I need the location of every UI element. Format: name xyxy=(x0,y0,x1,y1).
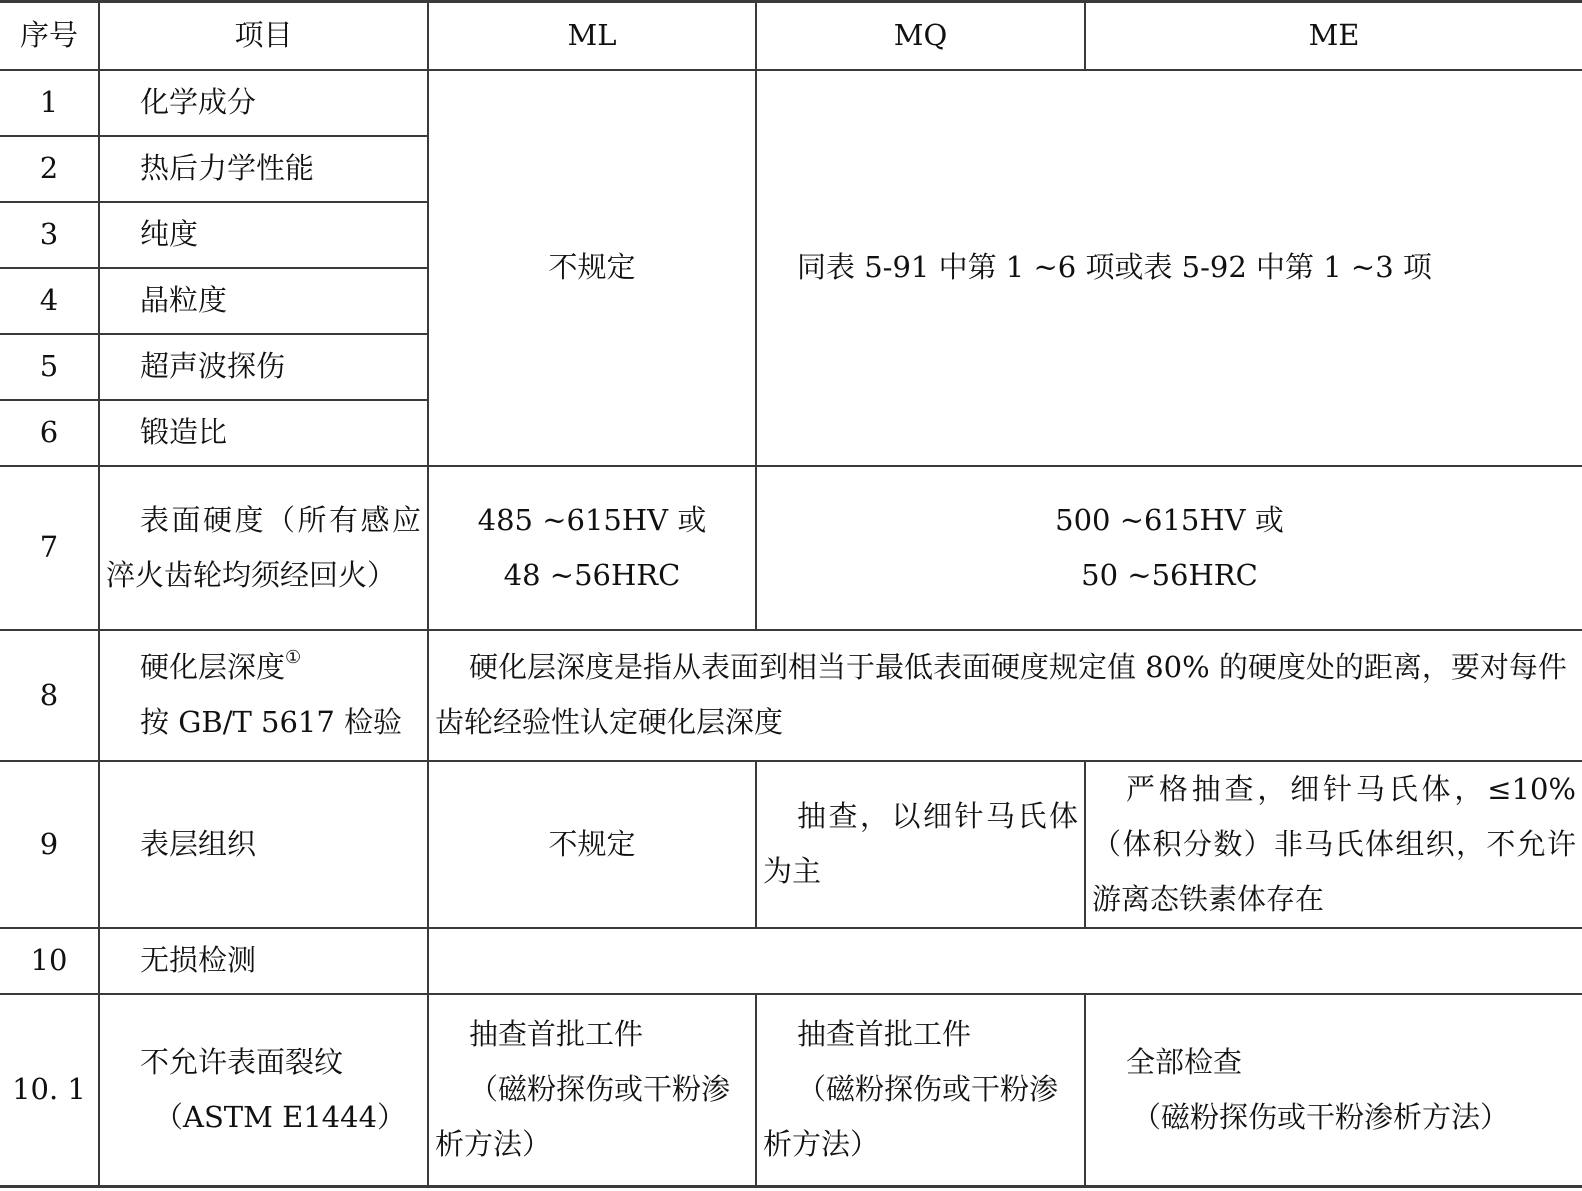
row7-mq-me-line2: 50 ~56HRC xyxy=(1081,557,1258,592)
row-item: 化学成分 xyxy=(99,70,428,136)
table-row xyxy=(0,630,1582,761)
row-no: 3 xyxy=(0,202,99,268)
table-row xyxy=(0,761,1582,928)
row-item: 热后力学性能 xyxy=(99,136,428,202)
row10-1-item-line1: 不允许表面裂纹 xyxy=(140,1044,344,1079)
row-no: 10. 1 xyxy=(0,994,99,1187)
header-ml: ML xyxy=(428,2,756,70)
row-no: 4 xyxy=(0,268,99,334)
row-item: 锻造比 xyxy=(99,400,428,466)
row10-1-item-cell xyxy=(99,994,428,1187)
header-row xyxy=(0,2,1582,70)
row-no: 6 xyxy=(0,400,99,466)
row-item: 纯度 xyxy=(99,202,428,268)
header-mq: MQ xyxy=(756,2,1085,70)
row10-empty-cell xyxy=(428,928,1582,994)
group1-6-ml-cell: 不规定 xyxy=(428,70,756,466)
row-item: 无损检测 xyxy=(99,928,428,994)
row-no: 2 xyxy=(0,136,99,202)
row8-item-line2: 按 GB/T 5617 检验 xyxy=(140,705,403,739)
row-no: 5 xyxy=(0,334,99,400)
row-no: 7 xyxy=(0,466,99,630)
row7-ml-line2: 48 ~56HRC xyxy=(503,557,681,592)
footnote-marker: ① xyxy=(285,647,302,668)
row10-1-me-cell xyxy=(1085,994,1582,1187)
row-item: 表面硬度（所有感应淬火齿轮均须经回火） xyxy=(99,466,428,630)
row-item: 超声波探伤 xyxy=(99,334,428,400)
header-item: 项目 xyxy=(99,2,428,70)
row10-1-me-line2: （磁粉探伤或干粉渗析方法） xyxy=(1132,1099,1510,1134)
row10-1-mq-line1: 抽查首批工件 xyxy=(797,1017,972,1052)
row-item: 表层组织 xyxy=(99,761,428,928)
row10-1-mq-cell xyxy=(756,994,1085,1187)
table-row xyxy=(0,928,1582,994)
header-no: 序号 xyxy=(0,2,99,70)
group1-6-mq-me-cell: 同表 5-91 中第 1 ~6 项或表 5-92 中第 1 ~3 项 xyxy=(756,70,1582,466)
table-row xyxy=(0,70,1582,136)
row7-mq-me-cell xyxy=(756,466,1582,630)
table-row xyxy=(0,466,1582,630)
row7-ml-line1: 485 ~615HV 或 xyxy=(477,502,707,537)
row-no: 1 xyxy=(0,70,99,136)
row10-1-me-line1: 全部检查 xyxy=(1126,1044,1243,1079)
row10-1-ml-cell xyxy=(428,994,756,1187)
table-row xyxy=(0,994,1582,1187)
row9-mq-cell: 抽查，以细针马氏体为主 xyxy=(756,761,1085,928)
row10-1-ml-line2: （磁粉探伤或干粉渗析方法） xyxy=(435,1072,731,1162)
row8-item-cell xyxy=(99,630,428,761)
row-item: 晶粒度 xyxy=(99,268,428,334)
row10-1-item-line2: （ASTM E1444） xyxy=(154,1099,407,1134)
row7-mq-me-line1: 500 ~615HV 或 xyxy=(1055,502,1284,537)
row10-1-mq-line2: （磁粉探伤或干粉渗析方法） xyxy=(763,1072,1059,1162)
row-no: 10 xyxy=(0,928,99,994)
row7-ml-cell xyxy=(428,466,756,630)
row-no: 8 xyxy=(0,630,99,761)
row8-item-text: 硬化层深度 xyxy=(140,650,286,684)
row10-1-ml-line1: 抽查首批工件 xyxy=(469,1017,644,1052)
row-no: 9 xyxy=(0,761,99,928)
row9-ml-cell: 不规定 xyxy=(428,761,756,928)
header-me: ME xyxy=(1085,2,1582,70)
row8-item-line1 xyxy=(140,640,421,695)
row8-definition-cell: 硬化层深度是指从表面到相当于最低表面硬度规定值 80% 的硬度处的距离，要对每件齿轮经验性认定硬化层深度 xyxy=(428,630,1582,761)
row9-me-cell: 严格抽查，细针马氏体，≤10%（体积分数）非马氏体组织，不允许游离态铁素体存在 xyxy=(1085,761,1582,928)
